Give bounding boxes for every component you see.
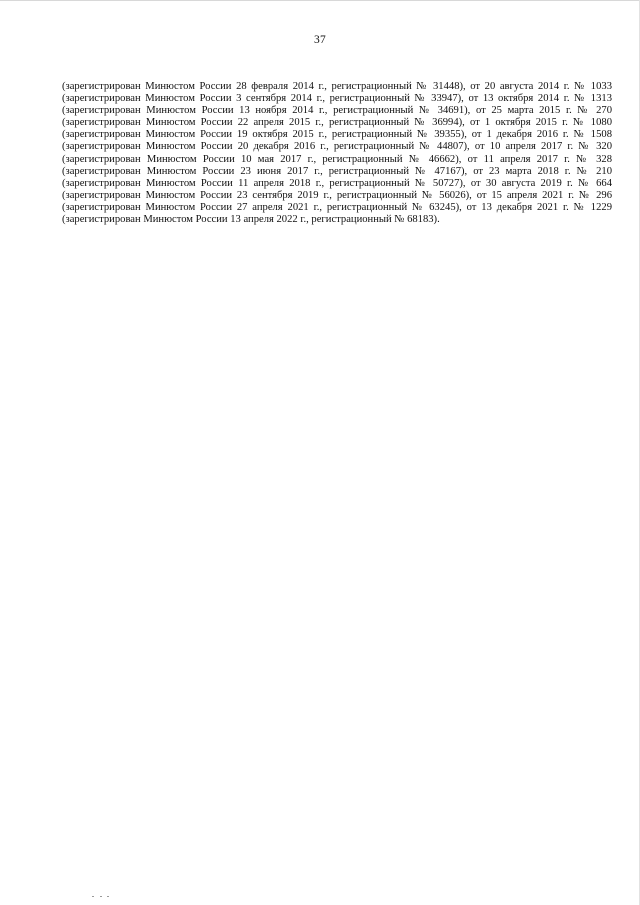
page-number: 37 [314,34,326,46]
scan-artifact [92,896,112,899]
text-line-last: (зарегистрирован Минюстом России 13 апреля 2022 г., регистрационный № 68183). [62,214,440,226]
text-line: (зарегистрирован Минюстом России 19 октября 2015 г., регистрационный № 39355), от 1 декабря 2016 г. № 1508 [62,129,612,141]
text-line: (зарегистрирован Минюстом России 27 апреля 2021 г., регистрационный № 63245), от 13 декабря 2021 г. № 1229 [62,201,612,213]
registration-list [62,81,612,226]
text-line: (зарегистрирован Минюстом России 23 сентября 2019 г., регистрационный № 56026), от 15 апреля 2021 г. № 296 [62,189,612,201]
scan-speck [107,896,109,897]
scan-speck [100,896,102,897]
text-line: (зарегистрирован Минюстом России 28 февраля 2014 г., регистрационный № 31448), от 20 августа 2014 г. № 1033 [62,81,612,92]
text-line: (зарегистрирован Минюстом России 3 сентября 2014 г., регистрационный № 33947), от 13 октября 2014 г. № 1313 [62,93,612,105]
text-line: (зарегистрирован Минюстом России 20 декабря 2016 г., регистрационный № 44807), от 10 апреля 2017 г. № 320 [62,141,612,153]
text-line: (зарегистрирован Минюстом России 23 июня 2017 г., регистрационный № 47167), от 23 марта 2018 г. № 210 [62,165,612,177]
text-line: (зарегистрирован Минюстом России 13 ноября 2014 г., регистрационный № 34691), от 25 марта 2015 г. № 270 [62,105,612,117]
scan-speck [92,896,94,897]
scan-edge-top [0,0,640,1]
text-line: (зарегистрирован Минюстом России 22 апреля 2015 г., регистрационный № 36994), от 1 октября 2015 г. № 1080 [62,117,612,129]
text-line: (зарегистрирован Минюстом России 10 мая 2017 г., регистрационный № 46662), от 11 апреля 2017 г. № 328 [62,153,612,165]
text-line: (зарегистрирован Минюстом России 11 апреля 2018 г., регистрационный № 50727), от 30 августа 2019 г. № 664 [62,177,612,189]
